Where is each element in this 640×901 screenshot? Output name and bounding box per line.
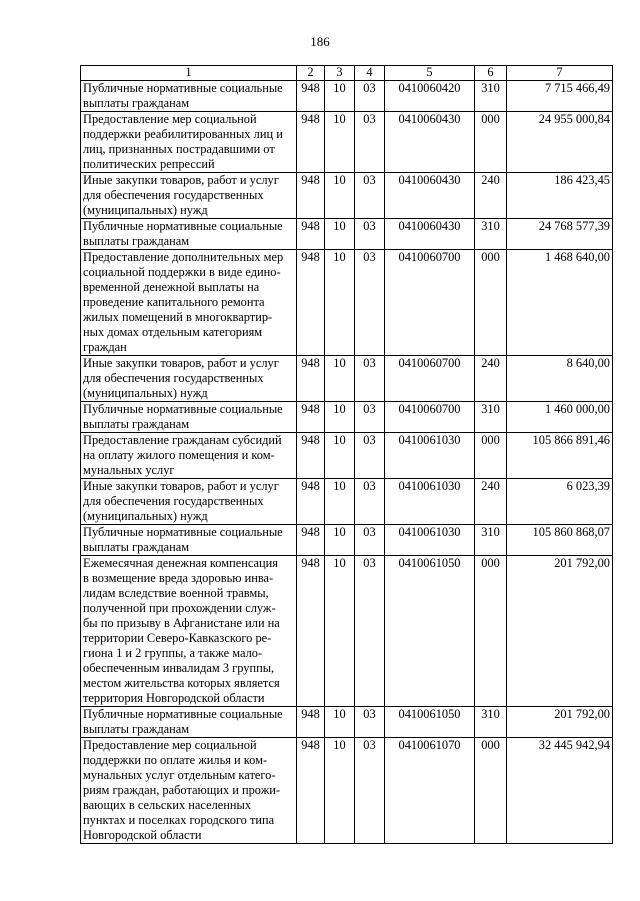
expense-name-line: граждан — [83, 340, 127, 354]
table-row — [81, 402, 613, 433]
amount-cell: 24 955 000,84 — [507, 112, 613, 173]
expense-name-line: Иные закупки товаров, работ и услуг — [83, 479, 279, 493]
column-header: 1 — [81, 66, 297, 81]
expense-name-line: Публичные нормативные социальные — [83, 525, 283, 539]
expense-type-cell: 310 — [475, 707, 507, 738]
subsection-cell: 03 — [355, 738, 385, 844]
expense-name-line: ных домах отдельным категориям — [83, 325, 263, 339]
target-article-cell: 0410060430 — [385, 173, 475, 219]
target-article-cell: 0410060700 — [385, 402, 475, 433]
column-header: 4 — [355, 66, 385, 81]
expense-name-line: поддержки по оплате жилья и ком- — [83, 753, 268, 767]
target-article-cell: 0410061050 — [385, 556, 475, 707]
table-row — [81, 356, 613, 402]
target-article-cell: 0410061030 — [385, 433, 475, 479]
expense-type-cell: 310 — [475, 81, 507, 112]
grbs-cell: 948 — [297, 402, 325, 433]
expense-name-line: поддержки реабилитированных лиц и — [83, 127, 283, 141]
subsection-cell: 03 — [355, 112, 385, 173]
section-cell: 10 — [325, 707, 355, 738]
subsection-cell: 03 — [355, 556, 385, 707]
target-article-cell: 0410060420 — [385, 81, 475, 112]
target-article-cell: 0410061070 — [385, 738, 475, 844]
expense-name-cell — [81, 433, 297, 479]
expense-name-line: Публичные нормативные социальные — [83, 707, 283, 721]
expense-name-cell — [81, 250, 297, 356]
section-cell: 10 — [325, 250, 355, 356]
subsection-cell: 03 — [355, 402, 385, 433]
grbs-cell: 948 — [297, 356, 325, 402]
expense-name-line: гиона 1 и 2 группы, а также мало- — [83, 646, 263, 660]
amount-cell: 24 768 577,39 — [507, 219, 613, 250]
expense-type-cell: 000 — [475, 556, 507, 707]
section-cell: 10 — [325, 525, 355, 556]
amount-cell: 8 640,00 — [507, 356, 613, 402]
subsection-cell: 03 — [355, 479, 385, 525]
expense-name-line: Публичные нормативные социальные — [83, 402, 283, 416]
expense-name-line: выплаты гражданам — [83, 540, 190, 554]
expense-name-line: полученной при прохождении служ- — [83, 601, 276, 615]
amount-cell: 32 445 942,94 — [507, 738, 613, 844]
expense-name-cell — [81, 173, 297, 219]
table-row — [81, 173, 613, 219]
grbs-cell: 948 — [297, 433, 325, 479]
expense-name-line: территория Новгородской области — [83, 691, 265, 705]
target-article-cell: 0410060430 — [385, 219, 475, 250]
section-cell: 10 — [325, 738, 355, 844]
expense-name-line: бы по призыву в Афганистане или на — [83, 616, 280, 630]
amount-cell: 105 866 891,46 — [507, 433, 613, 479]
column-header: 5 — [385, 66, 475, 81]
amount-cell: 1 468 640,00 — [507, 250, 613, 356]
column-header: 2 — [297, 66, 325, 81]
expense-name-line: мунальных услуг отдельным катего- — [83, 768, 276, 782]
expense-type-cell: 240 — [475, 173, 507, 219]
subsection-cell: 03 — [355, 219, 385, 250]
expense-name-cell — [81, 219, 297, 250]
table-row — [81, 556, 613, 707]
column-header: 7 — [507, 66, 613, 81]
expense-name-line: лидам вследствие военной травмы, — [83, 586, 269, 600]
expense-name-line: пунктах и поселках городского типа — [83, 813, 275, 827]
amount-cell: 105 860 868,07 — [507, 525, 613, 556]
expense-name-line: Предоставление мер социальной — [83, 112, 257, 126]
expense-type-cell: 000 — [475, 738, 507, 844]
expense-name-line: Предоставление мер социальной — [83, 738, 257, 752]
target-article-cell: 0410061030 — [385, 525, 475, 556]
column-header: 3 — [325, 66, 355, 81]
table-row — [81, 479, 613, 525]
expense-name-line: Иные закупки товаров, работ и услуг — [83, 173, 279, 187]
amount-cell: 201 792,00 — [507, 556, 613, 707]
column-header: 6 — [475, 66, 507, 81]
expense-name-line: Иные закупки товаров, работ и услуг — [83, 356, 279, 370]
expense-name-line: на оплату жилого помещения и ком- — [83, 448, 275, 462]
grbs-cell: 948 — [297, 556, 325, 707]
expense-name-line: проведение капитального ремонта — [83, 295, 265, 309]
section-cell: 10 — [325, 402, 355, 433]
expense-name-line: для обеспечения государственных — [83, 494, 264, 508]
table-row — [81, 250, 613, 356]
expense-type-cell: 000 — [475, 250, 507, 356]
subsection-cell: 03 — [355, 81, 385, 112]
expense-name-line: для обеспечения государственных — [83, 371, 264, 385]
section-cell: 10 — [325, 356, 355, 402]
grbs-cell: 948 — [297, 219, 325, 250]
expense-name-line: Публичные нормативные социальные — [83, 219, 283, 233]
expense-name-cell — [81, 479, 297, 525]
expense-name-line: в возмещение вреда здоровью инва- — [83, 571, 274, 585]
subsection-cell: 03 — [355, 173, 385, 219]
expense-name-line: территории Северо-Кавказского ре- — [83, 631, 272, 645]
table-row — [81, 112, 613, 173]
table-row — [81, 738, 613, 844]
expense-name-line: мунальных услуг — [83, 463, 175, 477]
section-cell: 10 — [325, 112, 355, 173]
grbs-cell: 948 — [297, 525, 325, 556]
expense-name-line: Предоставление дополнительных мер — [83, 250, 284, 264]
expense-name-line: вающих в сельских населенных — [83, 798, 252, 812]
amount-cell: 201 792,00 — [507, 707, 613, 738]
amount-cell: 186 423,45 — [507, 173, 613, 219]
expense-name-line: выплаты гражданам — [83, 96, 190, 110]
section-cell: 10 — [325, 433, 355, 479]
amount-cell: 6 023,39 — [507, 479, 613, 525]
expense-name-line: выплаты гражданам — [83, 234, 190, 248]
target-article-cell: 0410060430 — [385, 112, 475, 173]
expense-name-line: (муниципальных) нужд — [83, 509, 208, 523]
grbs-cell: 948 — [297, 479, 325, 525]
expense-type-cell: 000 — [475, 112, 507, 173]
expense-name-line: риям граждан, работающих и прожи- — [83, 783, 281, 797]
section-cell: 10 — [325, 479, 355, 525]
table-row — [81, 525, 613, 556]
expense-name-line: обеспеченным инвалидам 3 группы, — [83, 661, 275, 675]
expense-type-cell: 240 — [475, 479, 507, 525]
subsection-cell: 03 — [355, 525, 385, 556]
subsection-cell: 03 — [355, 356, 385, 402]
subsection-cell: 03 — [355, 707, 385, 738]
amount-cell: 1 460 000,00 — [507, 402, 613, 433]
expense-name-line: временной денежной выплаты на — [83, 280, 260, 294]
expense-name-line: местом жительства которых является — [83, 676, 280, 690]
subsection-cell: 03 — [355, 250, 385, 356]
column-number-row — [81, 66, 613, 81]
expense-type-cell: 310 — [475, 219, 507, 250]
grbs-cell: 948 — [297, 738, 325, 844]
expense-type-cell: 310 — [475, 525, 507, 556]
expense-name-line: Новгородской области — [83, 828, 202, 842]
expense-name-line: (муниципальных) нужд — [83, 386, 208, 400]
page-number: 186 — [310, 34, 330, 49]
expense-name-cell — [81, 556, 297, 707]
section-cell: 10 — [325, 556, 355, 707]
section-cell: 10 — [325, 173, 355, 219]
target-article-cell: 0410060700 — [385, 250, 475, 356]
expense-name-cell — [81, 402, 297, 433]
expense-name-line: выплаты гражданам — [83, 722, 190, 736]
table-row — [81, 219, 613, 250]
expense-name-cell — [81, 707, 297, 738]
budget-table — [80, 65, 613, 844]
expense-name-line: (муниципальных) нужд — [83, 203, 208, 217]
expense-name-cell — [81, 81, 297, 112]
expense-name-cell — [81, 356, 297, 402]
target-article-cell: 0410061030 — [385, 479, 475, 525]
table-row — [81, 433, 613, 479]
table-row — [81, 707, 613, 738]
expense-type-cell: 000 — [475, 433, 507, 479]
target-article-cell: 0410061050 — [385, 707, 475, 738]
expense-name-line: лиц, признанных пострадавшими от — [83, 142, 275, 156]
section-cell: 10 — [325, 219, 355, 250]
table-row — [81, 81, 613, 112]
expense-name-line: политических репрессий — [83, 157, 215, 171]
expense-name-line: выплаты гражданам — [83, 417, 190, 431]
grbs-cell: 948 — [297, 112, 325, 173]
grbs-cell: 948 — [297, 707, 325, 738]
expense-name-line: для обеспечения государственных — [83, 188, 264, 202]
expense-name-line: жилых помещений в многоквартир- — [83, 310, 273, 324]
expense-name-line: Предоставление гражданам субсидий — [83, 433, 282, 447]
section-cell: 10 — [325, 81, 355, 112]
target-article-cell: 0410060700 — [385, 356, 475, 402]
expense-name-cell — [81, 112, 297, 173]
expense-type-cell: 310 — [475, 402, 507, 433]
expense-name-line: социальной поддержки в виде едино- — [83, 265, 281, 279]
grbs-cell: 948 — [297, 173, 325, 219]
expense-name-line: Публичные нормативные социальные — [83, 81, 283, 95]
expense-name-cell — [81, 525, 297, 556]
subsection-cell: 03 — [355, 433, 385, 479]
grbs-cell: 948 — [297, 81, 325, 112]
expense-type-cell: 240 — [475, 356, 507, 402]
amount-cell: 7 715 466,49 — [507, 81, 613, 112]
expense-name-line: Ежемесячная денежная компенсация — [83, 556, 278, 570]
grbs-cell: 948 — [297, 250, 325, 356]
expense-name-cell — [81, 738, 297, 844]
